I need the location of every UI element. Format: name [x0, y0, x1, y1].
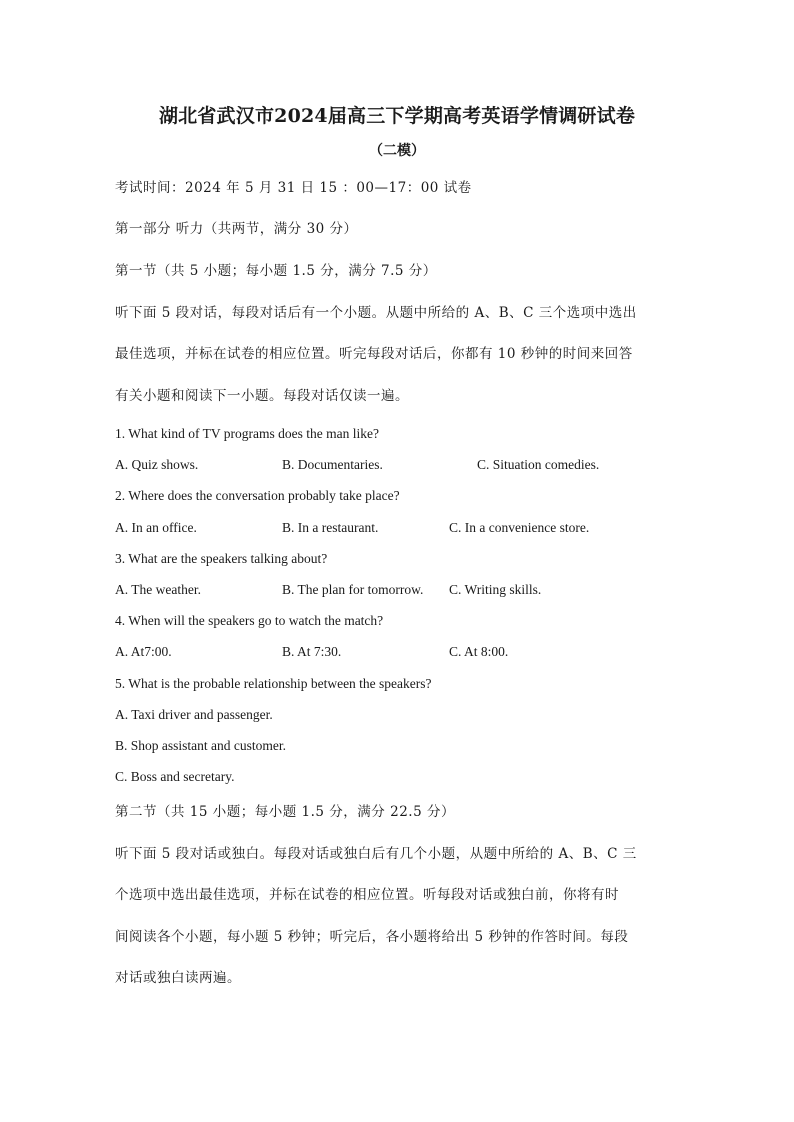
section1-instruction-line: 听下面 5 段对话，每段对话后有一个小题。从题中所给的 A、B、C 三个选项中选出	[115, 305, 637, 321]
question-option: B. The plan for tomorrow.	[282, 582, 424, 597]
section2-heading: 第二节（共 15 小题；每小题 1.5 分，满分 22.5 分）	[115, 804, 455, 820]
question-option: C. Writing skills.	[449, 582, 542, 597]
question-stem: 4. When will the speakers go to watch the match?	[115, 613, 384, 628]
question-option: A. At7:00.	[115, 644, 172, 659]
question-option: B. Shop assistant and customer.	[115, 738, 286, 753]
section2-instruction-line: 个选项中选出最佳选项，并标在试卷的相应位置。听每段对话或独白前，你将有时	[115, 887, 619, 903]
question-option: C. Situation comedies.	[477, 457, 600, 472]
question-stem: 2. Where does the conversation probably take place?	[115, 488, 400, 503]
question-option: B. In a restaurant.	[282, 520, 379, 535]
part1-heading: 第一部分 听力（共两节，满分 30 分）	[115, 221, 358, 237]
section2-instruction-line: 间阅读各个小题，每小题 5 秒钟；听完后，各小题将给出 5 秒钟的作答时间。每段	[115, 929, 629, 945]
question-option: B. Documentaries.	[282, 457, 383, 472]
section2-instruction-line: 对话或独白读两遍。	[115, 970, 241, 986]
question-option: A. Taxi driver and passenger.	[115, 707, 273, 722]
question-option: A. The weather.	[115, 582, 201, 597]
section1-instruction-line: 最佳选项，并标在试卷的相应位置。听完每段对话后，你都有 10 秒钟的时间来回答	[115, 346, 633, 362]
question-stem: 1. What kind of TV programs does the man like?	[115, 426, 379, 441]
section1-heading: 第一节（共 5 小题；每小题 1.5 分，满分 7.5 分）	[115, 263, 437, 279]
question-option: C. In a convenience store.	[449, 520, 590, 535]
section2-instruction-line: 听下面 5 段对话或独白。每段对话或独白后有几个小题，从题中所给的 A、B、C 三	[115, 846, 637, 862]
exam-subtitle: （二模）	[369, 143, 425, 159]
question-stem: 5. What is the probable relationship between the speakers?	[115, 676, 432, 691]
question-option: A. Quiz shows.	[115, 457, 199, 472]
question-option: A. In an office.	[115, 520, 197, 535]
question-option: C. Boss and secretary.	[115, 769, 235, 784]
section1-instruction-line: 有关小题和阅读下一小题。每段对话仅读一遍。	[115, 388, 409, 404]
question-option: C. At 8:00.	[449, 644, 509, 659]
question-stem: 3. What are the speakers talking about?	[115, 551, 328, 566]
question-option: B. At 7:30.	[282, 644, 342, 659]
exam-title: 湖北省武汉市2024届高三下学期高考英语学情调研试卷	[158, 105, 636, 127]
exam-time: 考试时间：2024 年 5 月 31 日 15 ：00—17：00 试卷	[115, 180, 472, 196]
